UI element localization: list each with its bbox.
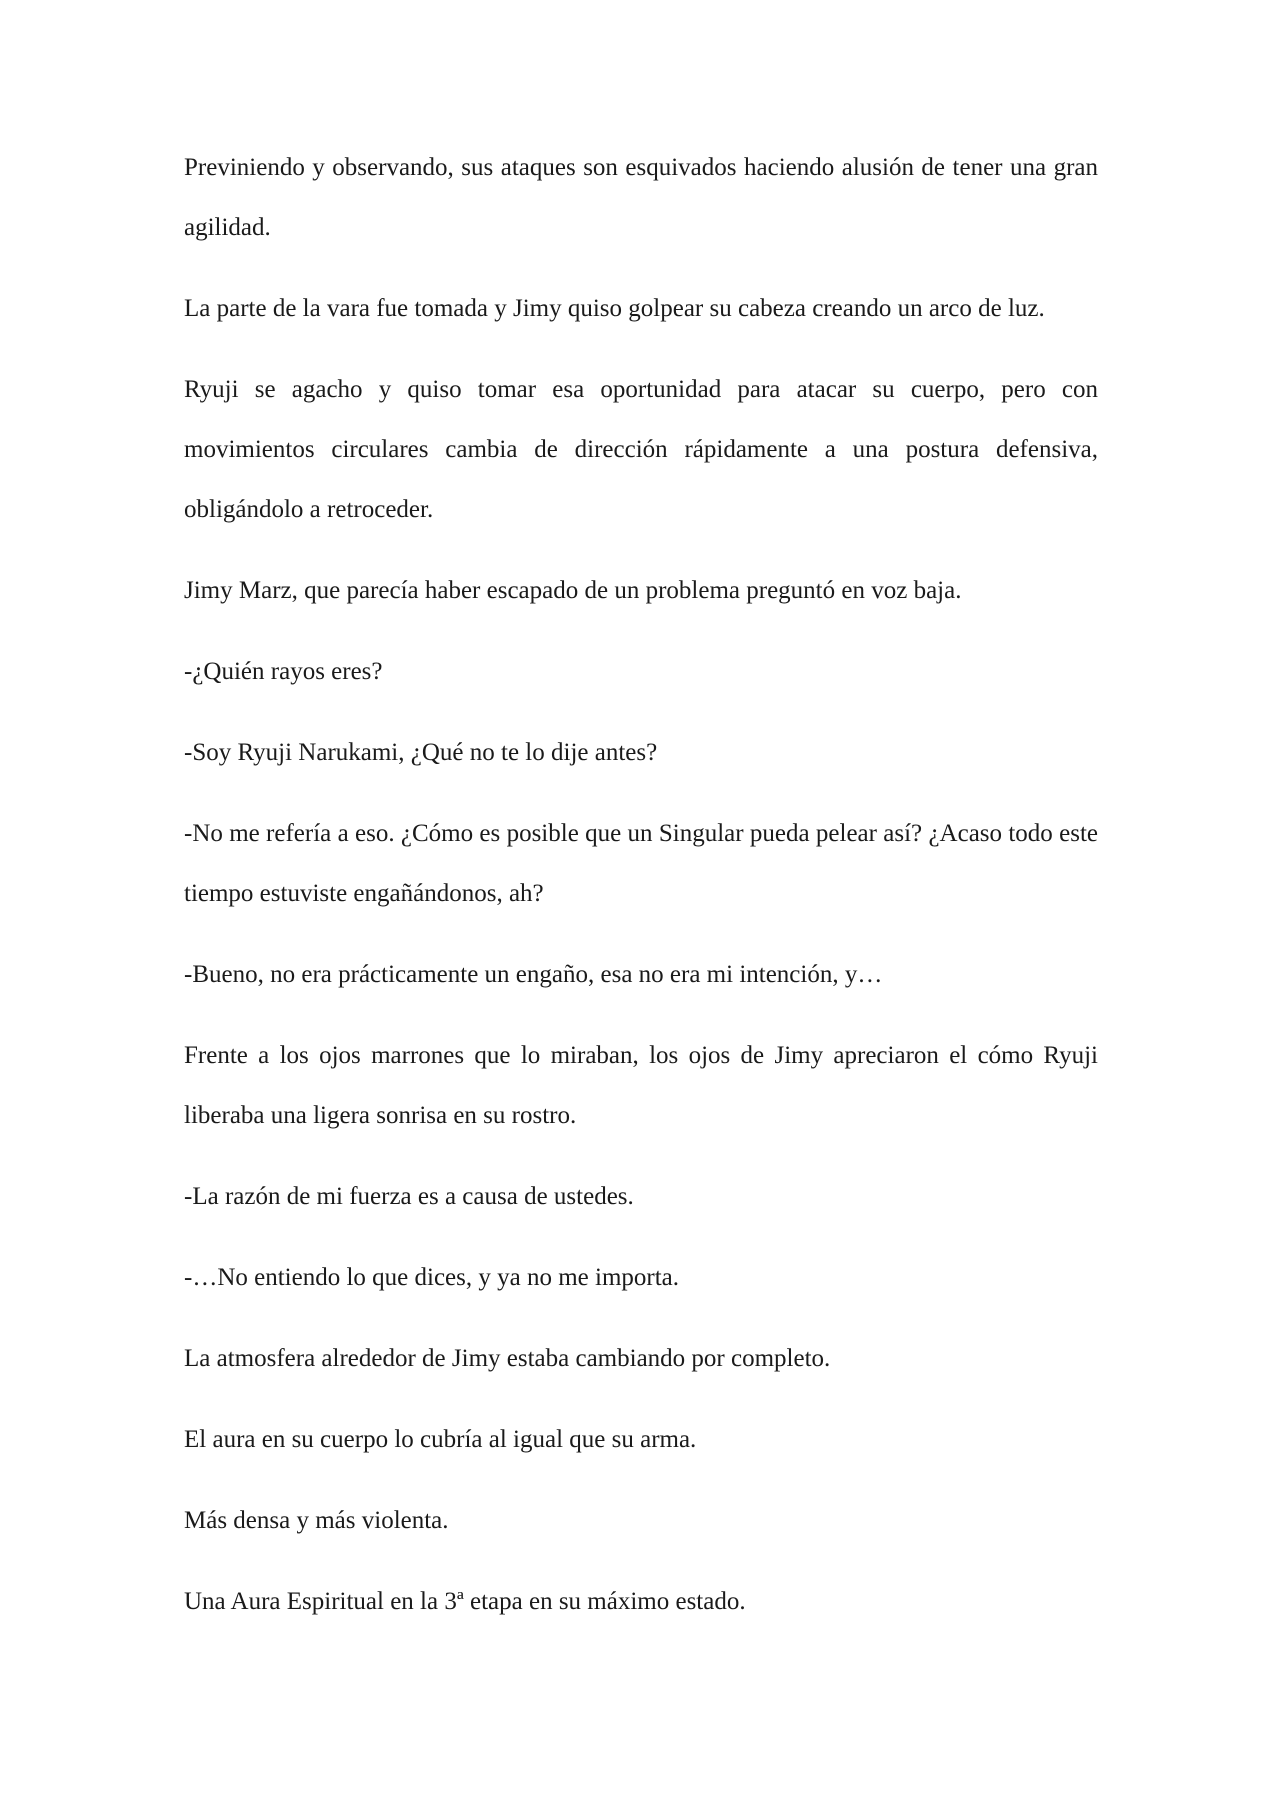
dialogue-line: -…No entiendo lo que dices, y ya no me importa. bbox=[184, 1264, 680, 1291]
dialogue-line: -Bueno, no era prácticamente un engaño, esa no era mi intención, y… bbox=[184, 961, 883, 988]
dialogue-line: -¿Quién rayos eres? bbox=[184, 658, 383, 685]
dialogue-line: -La razón de mi fuerza es a causa de ustedes. bbox=[184, 1183, 634, 1210]
paragraph-12: La atmosfera alrededor de Jimy estaba cambiando por completo. bbox=[184, 1345, 831, 1372]
paragraph-1: Previniendo y observando, sus ataques son esquivados haciendo alusión de tener una gran agilidad. bbox=[184, 154, 1098, 241]
dialogue-line: -No me refería a eso. ¿Cómo es posible que un Singular pueda pelear así? ¿Acaso todo este tiempo estuviste engañándonos, ah? bbox=[184, 820, 1098, 907]
paragraph-13: El aura en su cuerpo lo cubría al igual que su arma. bbox=[184, 1426, 697, 1453]
paragraph-4: Jimy Marz, que parecía haber escapado de un problema preguntó en voz baja. bbox=[184, 577, 962, 604]
body-text bbox=[184, 138, 1098, 1632]
paragraph-14: Más densa y más violenta. bbox=[184, 1507, 449, 1534]
paragraph-3: Ryuji se agacho y quiso tomar esa oportunidad para atacar su cuerpo, pero con movimientos circulares cambia de dirección rápidamente a una postura defensiva, obligándolo a retroceder. bbox=[184, 376, 1098, 523]
paragraph-2: La parte de la vara fue tomada y Jimy quiso golpear su cabeza creando un arco de luz. bbox=[184, 295, 1045, 322]
dialogue-line: -Soy Ryuji Narukami, ¿Qué no te lo dije antes? bbox=[184, 739, 658, 766]
paragraph-15: Una Aura Espiritual en la 3ª etapa en su máximo estado. bbox=[184, 1588, 746, 1615]
paragraph-9: Frente a los ojos marrones que lo miraban, los ojos de Jimy apreciaron el cómo Ryuji liberaba una ligera sonrisa en su rostro. bbox=[184, 1042, 1098, 1129]
